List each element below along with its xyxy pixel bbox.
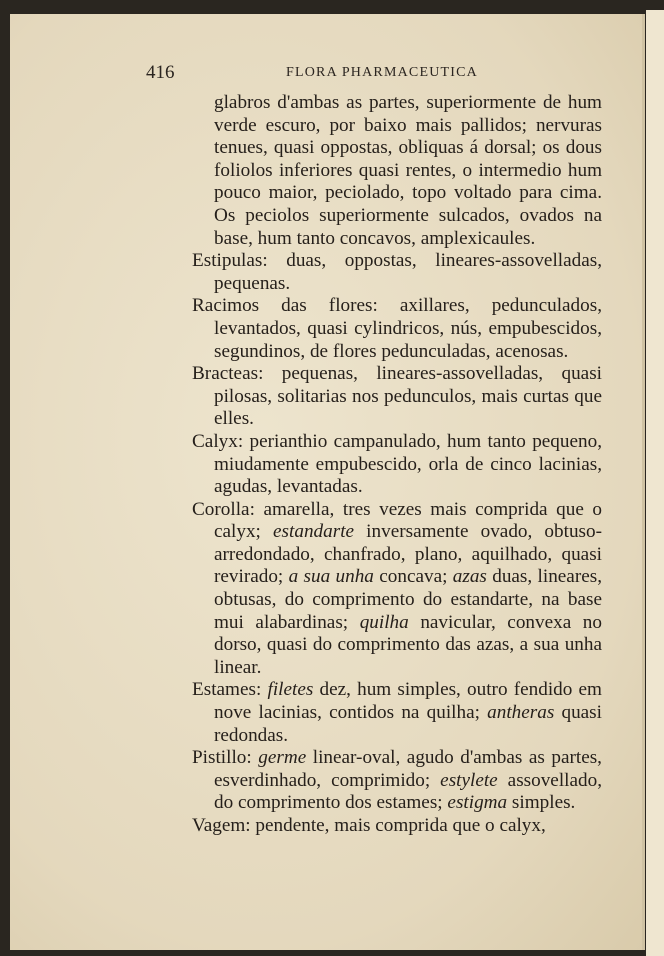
entry-vagem [192, 815, 602, 838]
running-header [146, 62, 586, 86]
entry-italic: estigma [447, 792, 508, 814]
entry-estames [192, 679, 602, 747]
entry-italic: germe [258, 747, 307, 769]
entry-text: inversamente ovado, obtuso-arredondado, chanfrado, plano, aquilhado, quasi revirado; [214, 521, 602, 588]
entry-bracteas [192, 363, 602, 431]
entry-text: simples. [507, 792, 576, 814]
entry-corolla [192, 499, 602, 680]
entry-text: linear-oval, agudo d'ambas as partes, esverdinhado, comprimido; [214, 747, 602, 791]
entry-text: : amarella, tres vezes mais comprida que o calyx; [214, 498, 602, 543]
entry-calyx [192, 431, 602, 499]
body-text [192, 92, 602, 838]
entry-text: : pequenas, lineares-assovelladas, quasi pilosas, solitarias nos pedunculos, mais curtas que elles. [214, 363, 602, 430]
entry-text: concava; [373, 566, 453, 588]
entry-text: dez, hum simples, outro fendido em nove lacinias, contidos na quilha; [214, 679, 602, 724]
entry-text: assovellado, do comprimento dos estames; [214, 769, 602, 814]
entry-term: Estipulas [192, 250, 263, 272]
entry-term: Corolla [192, 498, 250, 520]
entry-text: : pendente, mais comprida que o calyx, [245, 815, 546, 836]
entry-text: : [255, 679, 268, 701]
entry-term: Estames [192, 679, 256, 701]
page-edge [646, 10, 664, 956]
entry-estipulas [192, 250, 602, 295]
entry-text: : [246, 747, 259, 769]
entry-term: Calyx [192, 430, 238, 452]
entry-text: : perianthio campanulado, hum tanto pequeno, miudamente empubescido, orla de cinco lacinias, agudas, levantadas. [214, 430, 602, 498]
entry-term: Bracteas [192, 363, 259, 385]
entry-text: duas, lineares, obtusas, do comprimento do estandarte, na base mui alabardinas; [214, 566, 602, 633]
page-number: 416 [146, 62, 175, 83]
entry-italic: quilha [359, 611, 409, 633]
running-title: FLORA PHARMACEUTICA [286, 65, 478, 80]
entry-text: : axillares, pedunculados, levantados, quasi cylindricos, nús, empubescidos, segundinos, de flores pedunculadas, acenosas. [214, 295, 602, 362]
entry-italic: estandarte [273, 521, 355, 543]
entry-italic: filetes [267, 679, 314, 701]
entry-italic: azas [452, 566, 487, 588]
entry-text: : duas, oppostas, lineares-assovelladas, pequenas. [214, 250, 602, 294]
entry-italic: antheras [487, 702, 555, 724]
entry-racimos [192, 295, 602, 363]
entry-term: Vagem [192, 815, 246, 836]
entry-text: quasi redondas. [214, 702, 602, 746]
entry-italic: estylete [440, 769, 498, 791]
entry-pistillo [192, 747, 602, 815]
entry-term: Pistillo [192, 747, 247, 769]
continued-paragraph: glabros d'ambas as partes, superiormente de hum verde escuro, por baixo mais pallidos; nervuras tenues, quasi oppostas, obliquas á dorsal; os dous foliolos inferiores quasi rentes, o intermedio hum pouco maior, peciolado, topo voltado para cima. Os peciolos superiormente sulcados, ovados na base, hum tanto concavos, amplexicaules. [214, 92, 602, 249]
entry-italic: a sua unha [288, 566, 374, 588]
entry-term: Racimos das flores [192, 295, 373, 317]
entry-text: navicular, convexa no dorso, quasi do comprimento das azas, a sua unha linear. [214, 611, 602, 678]
